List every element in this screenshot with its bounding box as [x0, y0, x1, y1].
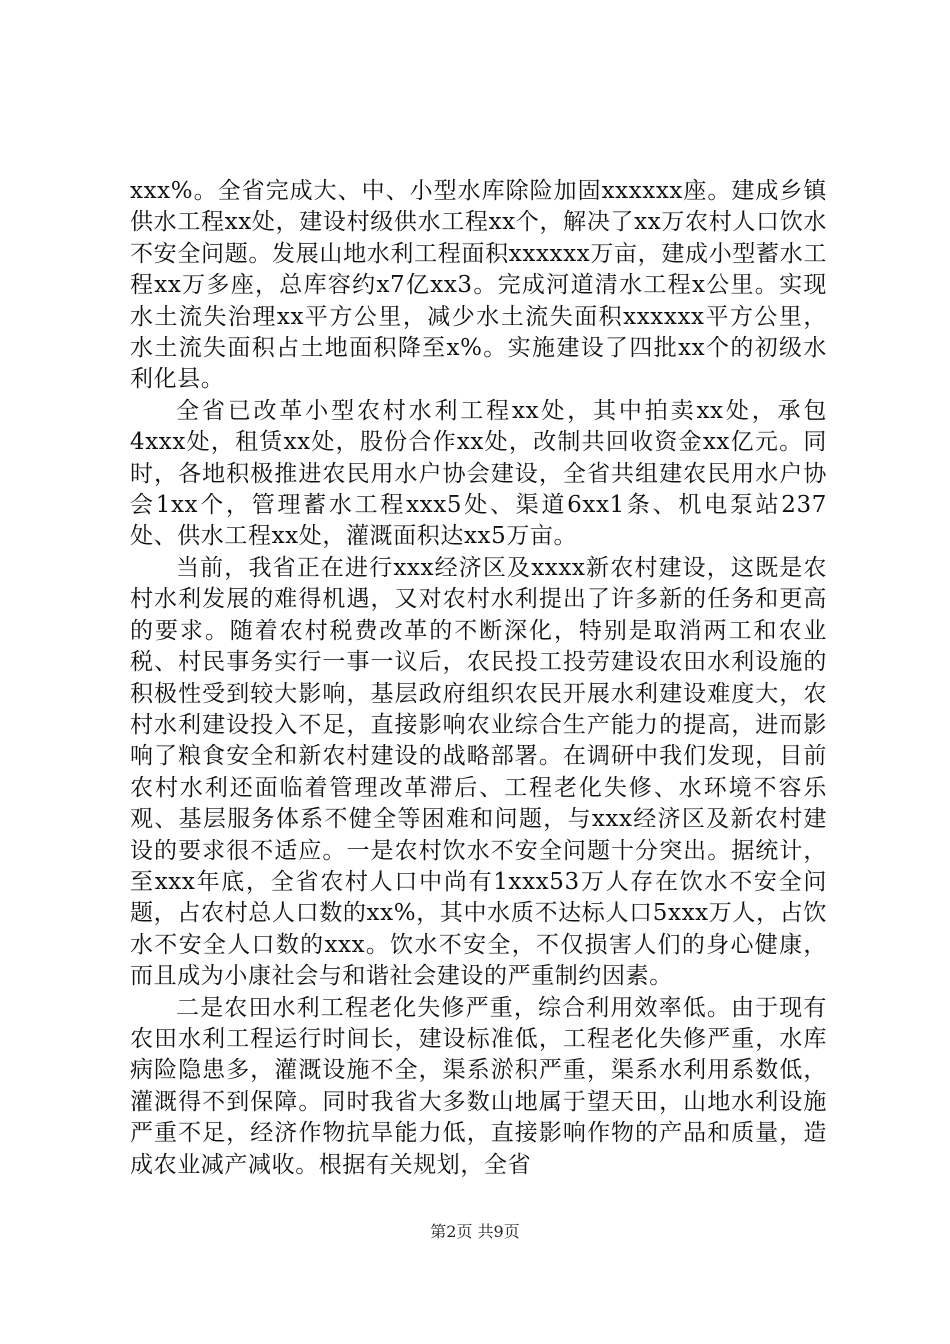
document-body [130, 176, 827, 1181]
paragraph-continued: xxx%。全省完成大、中、小型水库除险加固xxxxxx座。建成乡镇供水工程xx处，建设村级供水工程xx个，解决了xx万农村人口饮水不安全问题。发展山地水利工程面积xxxxxx万亩，建成小型蓄水工程xx万多座，总库容约x7亿xx3。完成河道清水工程x公里。实现水土流失治理xx平方公里，减少水土流失面积xxxxxx平方公里，水土流失面积占土地面积降至x%。实施建设了四批xx个的初级水利化县。 [130, 178, 827, 393]
page-footer: 第2页 共9页 [430, 1222, 520, 1241]
paragraph-reform: 全省已改革小型农村水利工程xx处，其中拍卖xx处，承包4xxx处，租赁xx处，股份合作xx处，改制共回收资金xx亿元。同时，各地积极推进农民用水户协会建设，全省共组建农民用水户协会1xx个，管理蓄水工程xxx5处、渠道6xx1条、机电泵站237处、供水工程xx处，灌溉面积达xx5万亩。 [130, 397, 827, 550]
paragraph-current-situation: 当前，我省正在进行xxx经济区及xxxx新农村建设，这既是农村水利发展的难得机遇，又对农村水利提出了许多新的任务和更高的要求。随着农村税费改革的不断深化，特别是取消两工和农业税、村民事务实行一事一议后，农民投工投劳建设农田水利设施的积极性受到较大影响，基层政府组织农民开展水利建设难度大，农村水利建设投入不足，直接影响农业综合生产能力的提高，进而影响了粮食安全和新农村建设的战略部署。在调研中我们发现，目前农村水利还面临着管理改革滞后、工程老化失修、水环境不容乐观、基层服务体系不健全等困难和问题，与xxx经济区及新农村建设的要求很不适应。一是农村饮水不安全问题十分突出。据统计，至xxx年底，全省农村人口中尚有1xxx53万人存在饮水不安全问题，占农村总人口数的xx%，其中水质不达标人口5xxx万人，占饮水不安全人口数的xxx。饮水不安全，不仅损害人们的身心健康，而且成为小康社会与和谐社会建设的严重制约因素。 [130, 554, 827, 990]
paragraph-aging-projects: 二是农田水利工程老化失修严重，综合利用效率低。由于现有农田水利工程运行时间长，建设标准低，工程老化失修严重，水库病险隐患多，灌溉设施不全，渠系淤积严重，渠系水利用系数低，灌溉得不到保障。同时我省大多数山地属于望天田，山地水利设施严重不足，经济作物抗旱能力低，直接影响作物的产品和质量，造成农业减产减收。根据有关规划，全省 [130, 994, 827, 1178]
